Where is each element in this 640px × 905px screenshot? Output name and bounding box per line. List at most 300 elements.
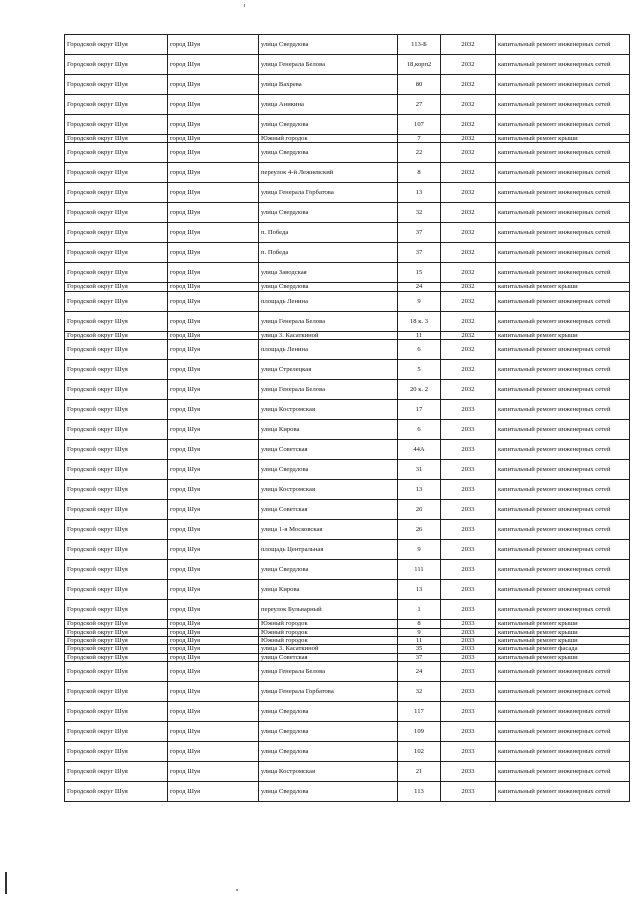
table-row (65, 360, 630, 380)
year-cell: 2033 (441, 628, 496, 636)
table-row (65, 440, 630, 460)
municipality-cell: Городской округ Шуя (65, 143, 168, 163)
year-cell: 2033 (441, 580, 496, 600)
street-cell: улица Аникина (259, 95, 398, 115)
year-cell: 2032 (441, 291, 496, 311)
work-type-cell: капитальный ремонт инженерных сетей (496, 520, 630, 540)
year-cell: 2033 (441, 520, 496, 540)
work-type-cell: капитальный ремонт инженерных сетей (496, 560, 630, 580)
house-number-cell: 102 (398, 742, 441, 762)
table-row (65, 311, 630, 331)
city-cell: город Шуя (168, 682, 259, 702)
table-row (65, 291, 630, 311)
street-cell: Южный городок (259, 620, 398, 628)
house-number-cell: 27 (398, 95, 441, 115)
year-cell: 2033 (441, 682, 496, 702)
year-cell: 2032 (441, 143, 496, 163)
table-row (65, 540, 630, 560)
city-cell: город Шуя (168, 340, 259, 360)
house-number-cell: 9 (398, 628, 441, 636)
city-cell: город Шуя (168, 628, 259, 636)
year-cell: 2033 (441, 560, 496, 580)
city-cell: город Шуя (168, 500, 259, 520)
municipality-cell: Городской округ Шуя (65, 722, 168, 742)
street-cell: Южный городок (259, 135, 398, 143)
municipality-cell: Городской округ Шуя (65, 762, 168, 782)
house-number-cell: 9 (398, 540, 441, 560)
house-number-cell: 32 (398, 203, 441, 223)
house-number-cell: 32 (398, 682, 441, 702)
table-row (65, 143, 630, 163)
table-row (65, 203, 630, 223)
work-type-cell: капитальный ремонт инженерных сетей (496, 95, 630, 115)
year-cell: 2033 (441, 420, 496, 440)
year-cell: 2032 (441, 35, 496, 55)
street-cell: улица Генерала Белова (259, 311, 398, 331)
work-type-cell: капитальный ремонт инженерных сетей (496, 340, 630, 360)
work-type-cell: капитальный ремонт инженерных сетей (496, 662, 630, 682)
work-type-cell: капитальный ремонт инженерных сетей (496, 440, 630, 460)
table-row (65, 183, 630, 203)
work-type-cell: капитальный ремонт инженерных сетей (496, 143, 630, 163)
street-cell: улица Свердлова (259, 203, 398, 223)
municipality-cell: Городской округ Шуя (65, 75, 168, 95)
municipality-cell: Городской округ Шуя (65, 460, 168, 480)
work-type-cell: капитальный ремонт крыши (496, 637, 630, 645)
house-number-cell: 7 (398, 135, 441, 143)
municipality-cell: Городской округ Шуя (65, 682, 168, 702)
city-cell: город Шуя (168, 742, 259, 762)
table-row (65, 340, 630, 360)
year-cell: 2033 (441, 540, 496, 560)
table-row (65, 653, 630, 661)
municipality-cell: Городской округ Шуя (65, 400, 168, 420)
table-row (65, 782, 630, 802)
work-type-cell: капитальный ремонт инженерных сетей (496, 702, 630, 722)
work-type-cell: капитальный ремонт инженерных сетей (496, 115, 630, 135)
city-cell: город Шуя (168, 653, 259, 661)
work-type-cell: капитальный ремонт крыши (496, 653, 630, 661)
street-cell: улица Свердлова (259, 35, 398, 55)
year-cell: 2033 (441, 645, 496, 653)
municipality-cell: Городской округ Шуя (65, 628, 168, 636)
city-cell: город Шуя (168, 440, 259, 460)
city-cell: город Шуя (168, 540, 259, 560)
year-cell: 2033 (441, 440, 496, 460)
house-number-cell: 26 (398, 520, 441, 540)
table-row (65, 742, 630, 762)
year-cell: 2033 (441, 600, 496, 620)
city-cell: город Шуя (168, 637, 259, 645)
street-cell: улица Стрелецкая (259, 360, 398, 380)
house-number-cell: 113 (398, 782, 441, 802)
street-cell: улица Свердлова (259, 115, 398, 135)
work-type-cell: капитальный ремонт инженерных сетей (496, 55, 630, 75)
year-cell: 2033 (441, 662, 496, 682)
city-cell: город Шуя (168, 702, 259, 722)
speck-mark (244, 4, 245, 7)
table-row (65, 560, 630, 580)
street-cell: улица Костромская (259, 480, 398, 500)
city-cell: город Шуя (168, 223, 259, 243)
city-cell: город Шуя (168, 782, 259, 802)
house-number-cell: 8 (398, 620, 441, 628)
house-number-cell: 11 (398, 331, 441, 339)
house-number-cell: 107 (398, 115, 441, 135)
work-type-cell: капитальный ремонт инженерных сетей (496, 722, 630, 742)
street-cell: улица Костромская (259, 400, 398, 420)
city-cell: город Шуя (168, 311, 259, 331)
city-cell: город Шуя (168, 480, 259, 500)
city-cell: город Шуя (168, 331, 259, 339)
city-cell: город Шуя (168, 163, 259, 183)
year-cell: 2033 (441, 480, 496, 500)
house-number-cell: 6 (398, 420, 441, 440)
street-cell: улица Заводская (259, 263, 398, 283)
work-type-cell: капитальный ремонт крыши (496, 135, 630, 143)
year-cell: 2032 (441, 263, 496, 283)
city-cell: город Шуя (168, 263, 259, 283)
work-type-cell: капитальный ремонт инженерных сетей (496, 75, 630, 95)
work-type-cell: капитальный ремонт инженерных сетей (496, 460, 630, 480)
year-cell: 2032 (441, 331, 496, 339)
street-cell: улица Свердлова (259, 722, 398, 742)
city-cell: город Шуя (168, 95, 259, 115)
year-cell: 2033 (441, 653, 496, 661)
street-cell: улица Советская (259, 440, 398, 460)
municipality-cell: Городской округ Шуя (65, 637, 168, 645)
municipality-cell: Городской округ Шуя (65, 620, 168, 628)
house-number-cell: 24 (398, 662, 441, 682)
table-row (65, 243, 630, 263)
house-number-cell: 26 (398, 500, 441, 520)
work-type-cell: капитальный ремонт инженерных сетей (496, 291, 630, 311)
city-cell: город Шуя (168, 183, 259, 203)
work-type-cell: капитальный ремонт инженерных сетей (496, 203, 630, 223)
municipality-cell: Городской округ Шуя (65, 163, 168, 183)
street-cell: п. Победа (259, 223, 398, 243)
street-cell: улица Советская (259, 500, 398, 520)
year-cell: 2033 (441, 722, 496, 742)
table-row (65, 283, 630, 291)
street-cell: улица Костромская (259, 762, 398, 782)
municipality-cell: Городской округ Шуя (65, 653, 168, 661)
table-row (65, 163, 630, 183)
city-cell: город Шуя (168, 560, 259, 580)
house-number-cell: 15 (398, 263, 441, 283)
street-cell: Южный городок (259, 637, 398, 645)
work-type-cell: капитальный ремонт инженерных сетей (496, 480, 630, 500)
year-cell: 2033 (441, 637, 496, 645)
house-number-cell: 37 (398, 223, 441, 243)
work-type-cell: капитальный ремонт инженерных сетей (496, 360, 630, 380)
table-row (65, 35, 630, 55)
city-cell: город Шуя (168, 55, 259, 75)
municipality-cell: Городской округ Шуя (65, 183, 168, 203)
house-number-cell: 13 (398, 480, 441, 500)
table-row (65, 628, 630, 636)
city-cell: город Шуя (168, 203, 259, 223)
speck-mark (236, 889, 238, 891)
house-number-cell: 22 (398, 143, 441, 163)
municipality-cell: Городской округ Шуя (65, 115, 168, 135)
year-cell: 2033 (441, 620, 496, 628)
table-row (65, 600, 630, 620)
municipality-cell: Городской округ Шуя (65, 243, 168, 263)
municipality-cell: Городской округ Шуя (65, 645, 168, 653)
house-number-cell: 37 (398, 653, 441, 661)
street-cell: переулок Бульварный (259, 600, 398, 620)
street-cell: улица Генерала Белова (259, 55, 398, 75)
municipality-cell: Городской округ Шуя (65, 283, 168, 291)
table-row (65, 520, 630, 540)
work-type-cell: капитальный ремонт инженерных сетей (496, 540, 630, 560)
house-number-cell: 117 (398, 702, 441, 722)
work-type-cell: капитальный ремонт инженерных сетей (496, 400, 630, 420)
house-number-cell: 35 (398, 645, 441, 653)
city-cell: город Шуя (168, 420, 259, 440)
house-number-cell: 17 (398, 400, 441, 420)
house-number-cell: 37 (398, 243, 441, 263)
house-number-cell: 9 (398, 291, 441, 311)
city-cell: город Шуя (168, 645, 259, 653)
work-type-cell: капитальный ремонт инженерных сетей (496, 682, 630, 702)
municipality-cell: Городской округ Шуя (65, 500, 168, 520)
municipality-cell: Городской округ Шуя (65, 600, 168, 620)
table-row (65, 637, 630, 645)
year-cell: 2032 (441, 223, 496, 243)
municipality-cell: Городской округ Шуя (65, 420, 168, 440)
street-cell: площадь Центральная (259, 540, 398, 560)
work-type-cell: капитальный ремонт крыши (496, 331, 630, 339)
year-cell: 2032 (441, 340, 496, 360)
year-cell: 2032 (441, 360, 496, 380)
work-type-cell: капитальный ремонт инженерных сетей (496, 183, 630, 203)
work-type-cell: капитальный ремонт крыши (496, 283, 630, 291)
city-cell: город Шуя (168, 143, 259, 163)
house-number-cell: 80 (398, 75, 441, 95)
work-type-cell: капитальный ремонт крыши (496, 628, 630, 636)
municipality-cell: Городской округ Шуя (65, 782, 168, 802)
house-number-cell: 1 (398, 600, 441, 620)
work-type-cell: капитальный ремонт инженерных сетей (496, 782, 630, 802)
house-number-cell: 6 (398, 340, 441, 360)
table-row (65, 135, 630, 143)
street-cell: улица 3. Касаткиной (259, 645, 398, 653)
work-type-cell: капитальный ремонт инженерных сетей (496, 223, 630, 243)
municipality-cell: Городской округ Шуя (65, 580, 168, 600)
house-number-cell: 18,корп2 (398, 55, 441, 75)
city-cell: город Шуя (168, 283, 259, 291)
work-type-cell: капитальный ремонт инженерных сетей (496, 243, 630, 263)
municipality-cell: Городской округ Шуя (65, 55, 168, 75)
house-number-cell: 5 (398, 360, 441, 380)
table-row (65, 702, 630, 722)
year-cell: 2033 (441, 782, 496, 802)
street-cell: улица 1-я Московская (259, 520, 398, 540)
table-row (65, 95, 630, 115)
year-cell: 2032 (441, 75, 496, 95)
year-cell: 2032 (441, 283, 496, 291)
table-row (65, 620, 630, 628)
house-number-cell: 31 (398, 460, 441, 480)
street-cell: улица Свердлова (259, 702, 398, 722)
municipality-cell: Городской округ Шуя (65, 263, 168, 283)
city-cell: город Шуя (168, 620, 259, 628)
house-number-cell: 11 (398, 637, 441, 645)
city-cell: город Шуя (168, 722, 259, 742)
city-cell: город Шуя (168, 380, 259, 400)
house-number-cell: 109 (398, 722, 441, 742)
street-cell: улица Вахрева (259, 75, 398, 95)
table-row (65, 480, 630, 500)
municipality-cell: Городской округ Шуя (65, 135, 168, 143)
street-cell: площадь Ленина (259, 340, 398, 360)
year-cell: 2032 (441, 203, 496, 223)
street-cell: улица Свердлова (259, 742, 398, 762)
work-type-cell: капитальный ремонт крыши (496, 620, 630, 628)
table-row (65, 682, 630, 702)
street-cell: улица Свердлова (259, 782, 398, 802)
year-cell: 2033 (441, 742, 496, 762)
municipality-cell: Городской округ Шуя (65, 742, 168, 762)
year-cell: 2032 (441, 95, 496, 115)
year-cell: 2033 (441, 702, 496, 722)
work-type-cell: капитальный ремонт инженерных сетей (496, 500, 630, 520)
house-number-cell: 21 (398, 762, 441, 782)
municipality-cell: Городской округ Шуя (65, 440, 168, 460)
table-row (65, 580, 630, 600)
house-number-cell: 13 (398, 580, 441, 600)
year-cell: 2032 (441, 183, 496, 203)
street-cell: улица Генерала Белова (259, 380, 398, 400)
street-cell: улица Свердлова (259, 560, 398, 580)
city-cell: город Шуя (168, 135, 259, 143)
city-cell: город Шуя (168, 762, 259, 782)
street-cell: улица 3. Касаткиной (259, 331, 398, 339)
city-cell: город Шуя (168, 600, 259, 620)
municipality-cell: Городской округ Шуя (65, 560, 168, 580)
work-type-cell: капитальный ремонт фасада (496, 645, 630, 653)
work-type-cell: капитальный ремонт инженерных сетей (496, 762, 630, 782)
house-number-cell: 111 (398, 560, 441, 580)
city-cell: город Шуя (168, 35, 259, 55)
table-row (65, 55, 630, 75)
street-cell: п. Победа (259, 243, 398, 263)
municipality-cell: Городской округ Шуя (65, 311, 168, 331)
city-cell: город Шуя (168, 662, 259, 682)
city-cell: город Шуя (168, 460, 259, 480)
house-number-cell: 24 (398, 283, 441, 291)
year-cell: 2032 (441, 311, 496, 331)
work-type-cell: капитальный ремонт инженерных сетей (496, 35, 630, 55)
work-type-cell: капитальный ремонт инженерных сетей (496, 580, 630, 600)
year-cell: 2032 (441, 243, 496, 263)
street-cell: Южный городок (259, 628, 398, 636)
municipality-cell: Городской округ Шуя (65, 480, 168, 500)
municipality-cell: Городской округ Шуя (65, 340, 168, 360)
table-row (65, 460, 630, 480)
city-cell: город Шуя (168, 291, 259, 311)
table-row (65, 662, 630, 682)
table-row (65, 762, 630, 782)
work-type-cell: капитальный ремонт инженерных сетей (496, 380, 630, 400)
municipality-cell: Городской округ Шуя (65, 95, 168, 115)
work-type-cell: капитальный ремонт инженерных сетей (496, 163, 630, 183)
street-cell: переулок 4-й Лежневский (259, 163, 398, 183)
year-cell: 2032 (441, 115, 496, 135)
binding-mark (5, 872, 7, 894)
table-row (65, 223, 630, 243)
table-row (65, 420, 630, 440)
table-body (65, 35, 630, 802)
street-cell: улица Генерала Горбатова (259, 682, 398, 702)
work-type-cell: капитальный ремонт инженерных сетей (496, 263, 630, 283)
street-cell: улица Генерала Белова (259, 662, 398, 682)
municipality-cell: Городской округ Шуя (65, 540, 168, 560)
municipality-cell: Городской округ Шуя (65, 331, 168, 339)
year-cell: 2032 (441, 380, 496, 400)
work-type-cell: капитальный ремонт инженерных сетей (496, 311, 630, 331)
year-cell: 2032 (441, 55, 496, 75)
table-row (65, 380, 630, 400)
house-number-cell: 13 (398, 183, 441, 203)
municipality-cell: Городской округ Шуя (65, 35, 168, 55)
year-cell: 2033 (441, 460, 496, 480)
house-number-cell: 20 к. 2 (398, 380, 441, 400)
city-cell: город Шуя (168, 243, 259, 263)
city-cell: город Шуя (168, 360, 259, 380)
table-row (65, 75, 630, 95)
table-row (65, 331, 630, 339)
year-cell: 2032 (441, 163, 496, 183)
year-cell: 2033 (441, 400, 496, 420)
city-cell: город Шуя (168, 75, 259, 95)
table-row (65, 400, 630, 420)
house-number-cell: 113-Б (398, 35, 441, 55)
year-cell: 2033 (441, 762, 496, 782)
table-row (65, 722, 630, 742)
repair-schedule-table (64, 34, 630, 802)
municipality-cell: Городской округ Шуя (65, 662, 168, 682)
municipality-cell: Городской округ Шуя (65, 702, 168, 722)
city-cell: город Шуя (168, 520, 259, 540)
municipality-cell: Городской округ Шуя (65, 223, 168, 243)
table-row (65, 645, 630, 653)
street-cell: улица Кирова (259, 420, 398, 440)
municipality-cell: Городской округ Шуя (65, 520, 168, 540)
city-cell: город Шуя (168, 580, 259, 600)
street-cell: улица Свердлова (259, 283, 398, 291)
street-cell: улица Советская (259, 653, 398, 661)
municipality-cell: Городской округ Шуя (65, 380, 168, 400)
work-type-cell: капитальный ремонт инженерных сетей (496, 742, 630, 762)
municipality-cell: Городской округ Шуя (65, 360, 168, 380)
street-cell: улица Свердлова (259, 460, 398, 480)
municipality-cell: Городской округ Шуя (65, 203, 168, 223)
street-cell: улица Свердлова (259, 143, 398, 163)
house-number-cell: 44А (398, 440, 441, 460)
street-cell: улица Кирова (259, 580, 398, 600)
municipality-cell: Городской округ Шуя (65, 291, 168, 311)
street-cell: улица Генерала Горбатова (259, 183, 398, 203)
city-cell: город Шуя (168, 115, 259, 135)
work-type-cell: капитальный ремонт инженерных сетей (496, 600, 630, 620)
year-cell: 2033 (441, 500, 496, 520)
street-cell: площадь Ленина (259, 291, 398, 311)
city-cell: город Шуя (168, 400, 259, 420)
year-cell: 2032 (441, 135, 496, 143)
